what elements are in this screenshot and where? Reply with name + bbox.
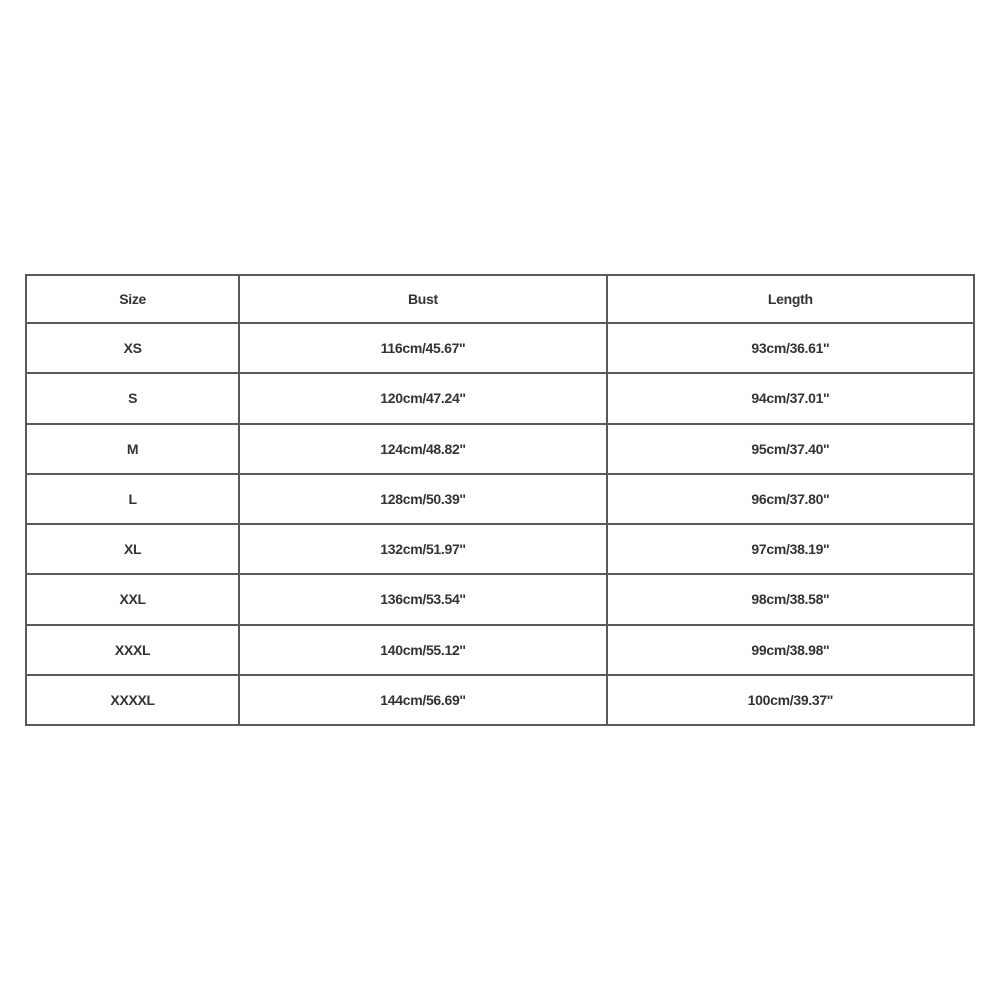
cell-length: 100cm/39.37'' <box>607 675 974 725</box>
header-bust: Bust <box>239 275 606 323</box>
table-header-row <box>26 275 974 323</box>
size-chart-table <box>25 274 975 726</box>
cell-bust: 124cm/48.82'' <box>239 424 606 474</box>
cell-size: XXXXL <box>26 675 239 725</box>
cell-length: 99cm/38.98'' <box>607 625 974 675</box>
cell-size: XXL <box>26 574 239 624</box>
cell-length: 93cm/36.61'' <box>607 323 974 373</box>
cell-size: XS <box>26 323 239 373</box>
cell-size: M <box>26 424 239 474</box>
table-row <box>26 574 974 624</box>
cell-bust: 116cm/45.67'' <box>239 323 606 373</box>
table-row <box>26 474 974 524</box>
cell-bust: 120cm/47.24'' <box>239 373 606 423</box>
cell-bust: 136cm/53.54'' <box>239 574 606 624</box>
table-row <box>26 625 974 675</box>
cell-bust: 140cm/55.12'' <box>239 625 606 675</box>
cell-size: XXXL <box>26 625 239 675</box>
table-row <box>26 424 974 474</box>
table-row <box>26 373 974 423</box>
cell-size: XL <box>26 524 239 574</box>
cell-length: 96cm/37.80'' <box>607 474 974 524</box>
cell-bust: 132cm/51.97'' <box>239 524 606 574</box>
header-size: Size <box>26 275 239 323</box>
table-row <box>26 323 974 373</box>
cell-size: L <box>26 474 239 524</box>
cell-bust: 128cm/50.39'' <box>239 474 606 524</box>
cell-length: 94cm/37.01'' <box>607 373 974 423</box>
table-row <box>26 524 974 574</box>
header-length: Length <box>607 275 974 323</box>
cell-size: S <box>26 373 239 423</box>
table-row <box>26 675 974 725</box>
cell-length: 97cm/38.19'' <box>607 524 974 574</box>
cell-length: 98cm/38.58'' <box>607 574 974 624</box>
cell-bust: 144cm/56.69'' <box>239 675 606 725</box>
cell-length: 95cm/37.40'' <box>607 424 974 474</box>
